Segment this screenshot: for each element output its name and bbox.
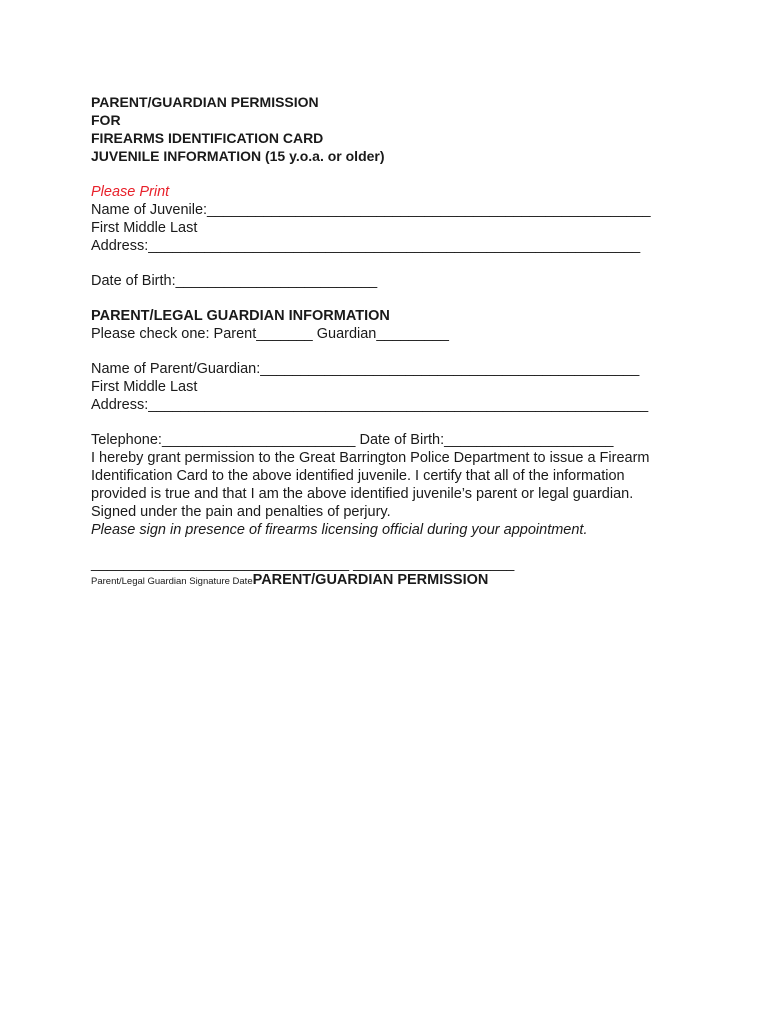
repeated-form-heading: PARENT/GUARDIAN PERMISSION xyxy=(252,572,489,588)
guardian-name-field[interactable]: Name of Parent/Guardian:_______________________________________________ xyxy=(91,361,640,377)
guardian-telephone-dob-field[interactable]: Telephone:________________________ Date of Birth:_____________________ xyxy=(91,432,614,448)
guardian-section xyxy=(91,307,731,449)
title-line-3: FIREARMS IDENTIFICATION CARD xyxy=(91,130,324,146)
juvenile-name-field[interactable]: Name of Juvenile:_______________________________________________________ xyxy=(91,202,651,218)
title-line-1: PARENT/GUARDIAN PERMISSION xyxy=(91,94,319,110)
guardian-section-heading: PARENT/LEGAL GUARDIAN INFORMATION xyxy=(91,308,390,324)
permission-form xyxy=(91,93,731,591)
juvenile-name-parts-label: First Middle Last xyxy=(91,220,198,236)
guardian-type-check-field[interactable]: Please check one: Parent_______ Guardian_________ xyxy=(91,326,449,342)
signature-row xyxy=(91,571,731,591)
signing-instruction: Please sign in presence of firearms licensing official during your appointment. xyxy=(91,522,588,538)
title-line-4: JUVENILE INFORMATION (15 y.o.a. or older) xyxy=(91,148,385,164)
signature-caption: Parent/Legal Guardian Signature Date xyxy=(91,576,253,587)
guardian-name-parts-label: First Middle Last xyxy=(91,379,198,395)
title-line-2: FOR xyxy=(91,112,121,128)
signature-date-lines[interactable]: ________________________________ ____________________ xyxy=(91,556,515,572)
juvenile-dob-field[interactable]: Date of Birth:_________________________ xyxy=(91,273,378,289)
form-title xyxy=(91,93,731,165)
guardian-address-field[interactable]: Address:______________________________________________________________ xyxy=(91,397,649,413)
permission-statement: I hereby grant permission to the Great Barrington Police Department to issue a Firearm Identification Card to the above identified juvenile. I certify that all of the information provided is true and that I am the above identified juvenile’s parent or legal guardian. Signed under the pain and penalties of perjury. xyxy=(91,450,650,520)
juvenile-address-field[interactable]: Address:_____________________________________________________________ xyxy=(91,238,641,254)
please-print-note: Please Print xyxy=(91,184,170,200)
juvenile-section xyxy=(91,183,731,290)
